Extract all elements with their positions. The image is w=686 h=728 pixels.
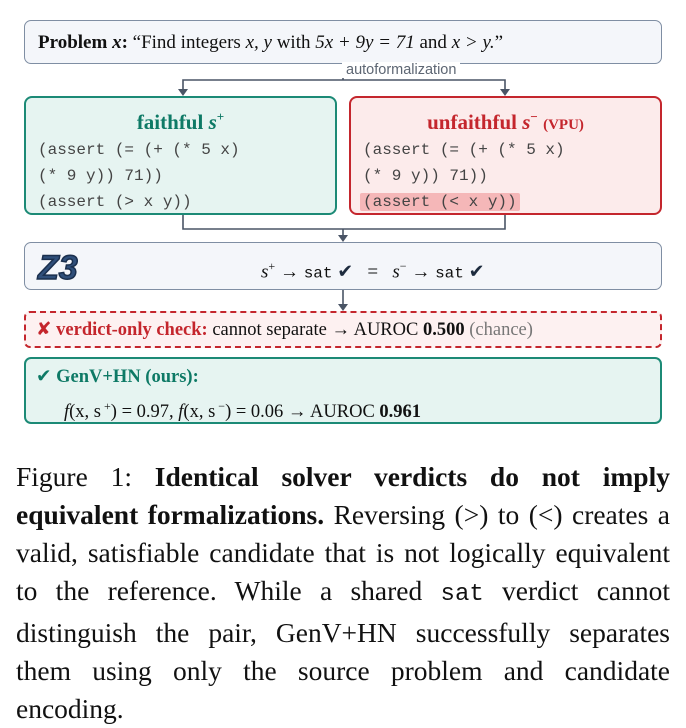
genv-auroc: 0.961: [379, 402, 422, 423]
faithful-title: faithful s+: [136, 109, 225, 134]
unfaithful-code-line-3: [363, 189, 520, 215]
genv-header: [36, 365, 199, 389]
faithful-code-line-1: (assert (= (+ (* 5 x): [38, 141, 240, 159]
unfaithful-code-line-1: (assert (= (+ (* 5 x): [363, 141, 565, 159]
check-icon: ✔: [36, 366, 52, 387]
verdict-only-text: cannot separate → AUROC: [212, 320, 419, 340]
arrowhead-verdict: [338, 304, 348, 311]
verdict-only-box: [24, 311, 662, 348]
z3-logo-text: Z3: [38, 249, 78, 286]
unfaithful-code-line-2: (* 9 y)) 71)): [363, 167, 488, 185]
caption-bold: Identical solver verdicts do not imply equivalent formalizations.: [16, 461, 670, 530]
faithful-code-line-3: (assert (> x y)): [38, 193, 192, 211]
verdict-only-note: (chance): [469, 320, 533, 340]
check-icon: ✔: [468, 260, 485, 283]
merge-line: [183, 215, 505, 229]
verdict-only-auroc: 0.500: [422, 320, 465, 340]
arrowhead-faithful: [178, 89, 188, 96]
genv-box: [24, 357, 662, 424]
solver-row: [24, 242, 662, 290]
z3-logo: [34, 246, 104, 286]
split-line: [183, 80, 505, 94]
problem-box: [24, 20, 662, 64]
arrowhead-z3: [338, 235, 348, 242]
genv-label: GenV+HN (ours):: [56, 367, 199, 387]
figure-caption: Figure 1: Identical solver verdicts do not imply equivalent formalizations. Reversing (>) to (<) creates a valid, satisfiable candidate that is not logically equivalent to the reference. While a shared sat verdict cannot distinguish the pair, GenV+HN successfully separates them using only the source problem and candidate encoding.: [16, 461, 670, 724]
autoformalization-label: autoformalization: [342, 62, 460, 78]
solver-verdicts: s+ → sat ✔ = s− → sat ✔: [261, 259, 485, 283]
problem-statement: “Find integers x, y with 5x + 9y = 71 and x > y.”: [132, 32, 504, 53]
problem-label: Problem x:: [38, 32, 128, 53]
verdict-only-label: verdict-only check:: [56, 320, 208, 340]
arrowhead-unfaithful: [500, 89, 510, 96]
faithful-card: [24, 96, 337, 215]
cross-icon: ✘: [36, 319, 52, 340]
check-icon: ✔: [337, 260, 354, 283]
unfaithful-title: unfaithful s− (VPU): [427, 109, 584, 134]
highlighted-assertion: (assert (< x y)): [360, 193, 520, 211]
caption-code: sat: [440, 581, 484, 608]
genv-scores: f(x, s +) = 0.97, f(x, s −) = 0.06 → AUROC 0.961: [64, 399, 422, 423]
faithful-code-line-2: (* 9 y)) 71)): [38, 167, 163, 185]
unfaithful-card: [349, 96, 662, 215]
